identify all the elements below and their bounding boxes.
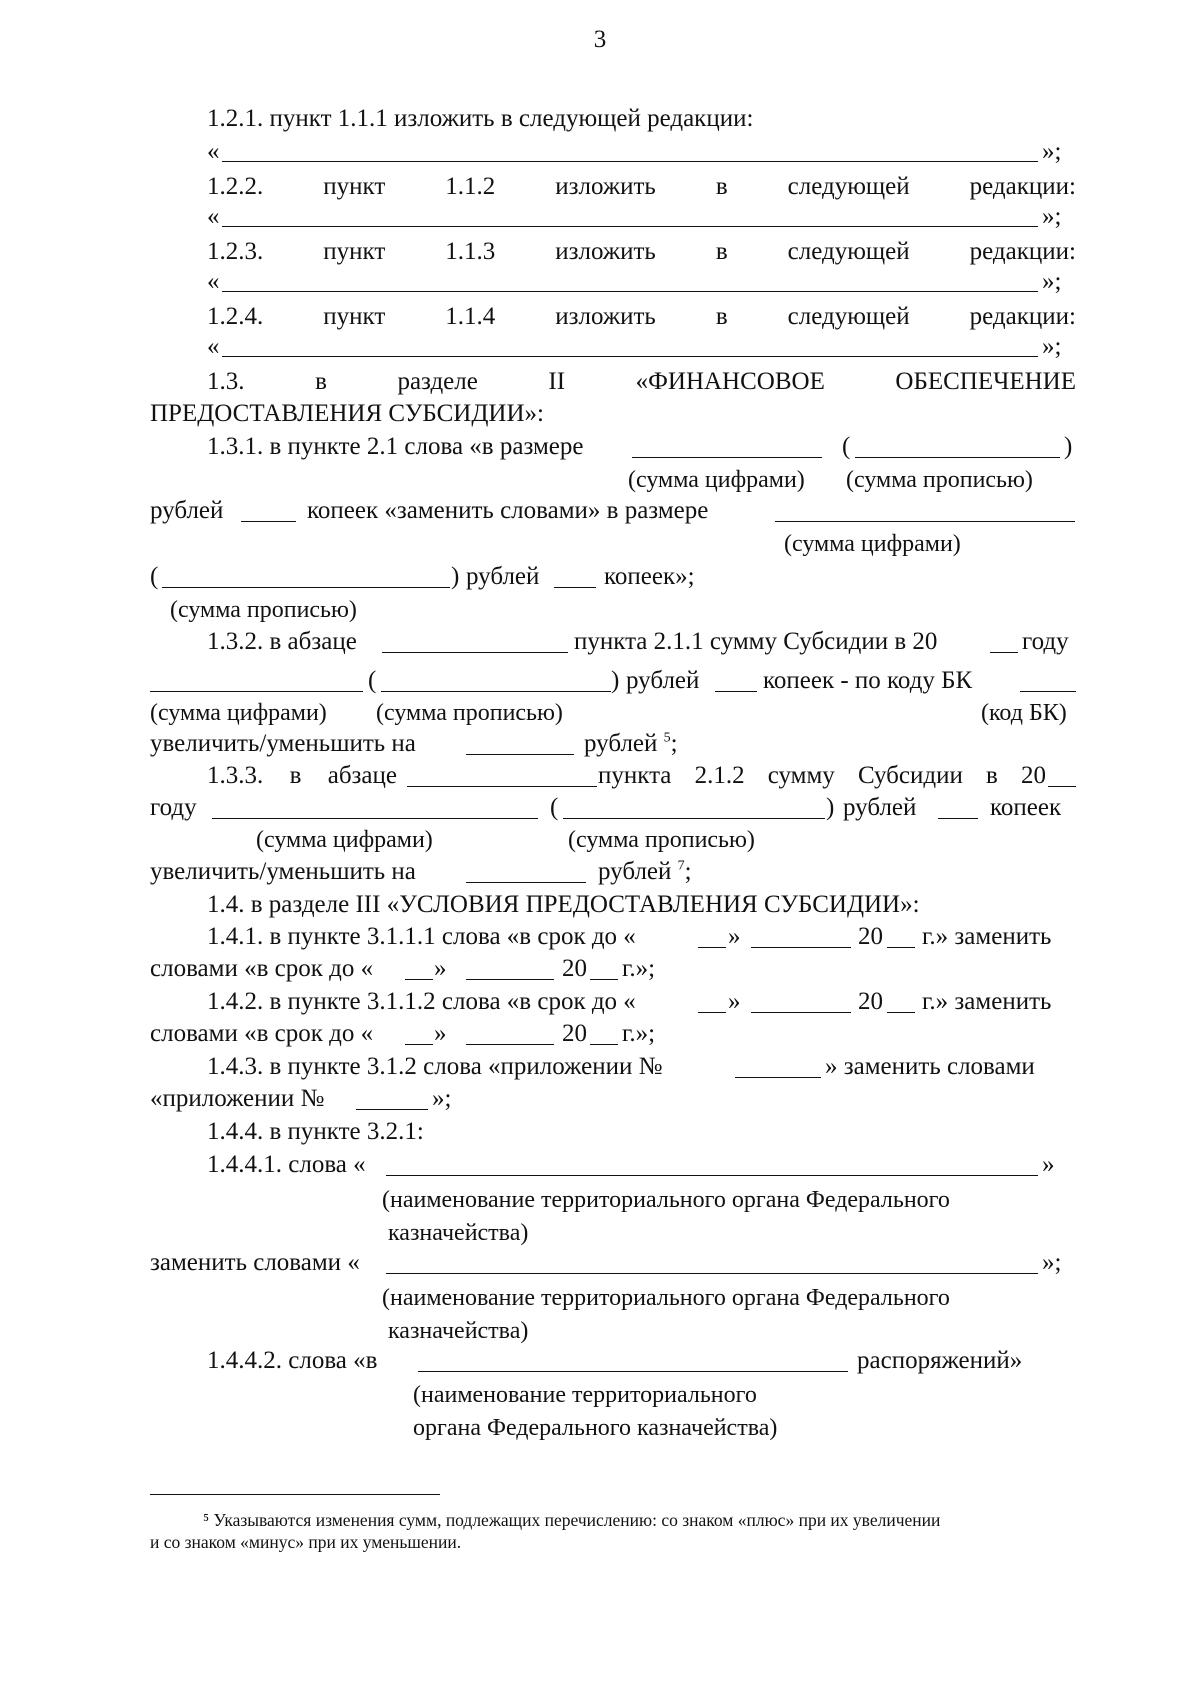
text-godu: году <box>1022 628 1069 655</box>
paren-close: ) <box>826 794 835 821</box>
paragraph-1-4-4-2: 1.4.4.2. слова «в <box>207 1347 378 1374</box>
text-g-end: г.»; <box>622 955 656 982</box>
blank-appendix-no <box>735 1077 821 1078</box>
caption-sum-digits: (сумма цифрами) <box>256 827 433 853</box>
quote-close: »; <box>1042 333 1062 360</box>
footnote-ref: 7 <box>677 858 685 874</box>
caption-sum-words: (сумма прописью) <box>846 467 1033 493</box>
text-godu: году <box>150 794 197 821</box>
blank-line <box>222 356 1038 357</box>
text-g-end: г.»; <box>622 1020 656 1047</box>
blank-month <box>466 979 554 980</box>
paragraph-1-3-2: 1.3.2. в абзаце <box>207 628 357 655</box>
footnote-text: ⁵ Указываются изменения сумм, подлежащих перечислению: со знаком «плюс» при их увеличении <box>203 1510 941 1530</box>
paren-open: ( <box>842 433 851 460</box>
text-slovami-srok: словами «в срок до « <box>150 955 374 982</box>
paren-open: ( <box>150 563 159 590</box>
caption-sum-words: (сумма прописью) <box>376 700 563 726</box>
paragraph-1-3: 1.3. в разделе II «ФИНАНСОВОЕ ОБЕСПЕЧЕНИЕ <box>207 368 1076 395</box>
blank-month <box>751 947 851 948</box>
blank-abzac <box>382 652 568 653</box>
paragraph-1-3-1: 1.3.1. в пункте 2.1 слова «в размере <box>207 433 584 460</box>
blank-amount <box>466 882 586 883</box>
paragraph-1-4-1: 1.4.1. в пункте 3.1.1.1 слова «в срок до « <box>207 923 636 950</box>
caption-organ: (наименование территориального органа Федерального <box>382 1187 950 1213</box>
text-rubley-fn: рублей $^5$; <box>584 730 678 757</box>
caption-organ: (наименование территориального органа Федерального <box>382 1285 950 1311</box>
paragraph-1-4-3: 1.4.3. в пункте 3.1.2 слова «приложении № <box>207 1053 663 1080</box>
quote-mid: » <box>728 923 741 950</box>
paren-close: ) <box>451 563 460 590</box>
caption-sum-digits: (сумма цифрами) <box>628 467 805 493</box>
paren-close: ) <box>611 667 620 694</box>
text-g-zamenit: г.» заменить <box>922 923 1052 950</box>
blank-kop <box>554 587 596 588</box>
blank-month <box>751 1012 851 1013</box>
blank-day <box>698 947 726 948</box>
quote-close: »; <box>1042 203 1062 230</box>
footnote-ref: 5 <box>663 730 671 746</box>
text-g-zamenit: г.» заменить <box>922 988 1052 1015</box>
text-rubley: рублей <box>150 497 224 524</box>
blank-sum-words <box>855 457 1060 458</box>
quote-open: « <box>207 138 220 165</box>
caption-organ-2: органа Федерального казначейства) <box>413 1415 778 1441</box>
text-punkt-2-1-1: пункта 2.1.1 сумму Субсидии в 20 <box>574 628 938 655</box>
caption-organ: (наименование территориального <box>413 1382 757 1408</box>
quote-close: »; <box>1042 138 1062 165</box>
blank-kop <box>715 691 757 692</box>
blank-line <box>222 226 1038 227</box>
quote-close: »; <box>432 1085 452 1112</box>
text-year-20: 20 <box>562 1020 587 1047</box>
caption-kod-bk: (код БК) <box>981 700 1067 726</box>
caption-sum-digits: (сумма цифрами) <box>150 700 327 726</box>
quote-close: »; <box>1042 268 1062 295</box>
paragraph-1-2-1: 1.2.1. пункт 1.1.1 изложить в следующей редакции: <box>207 105 754 132</box>
blank-year <box>1048 786 1076 787</box>
text-kopeek: копеек <box>990 794 1062 821</box>
page-number: 3 <box>593 26 607 53</box>
paragraph-1-3-line2: ПРЕДОСТАВЛЕНИЯ СУБСИДИИ»: <box>150 400 544 427</box>
blank-organ-name <box>386 1273 1038 1274</box>
blank-sum-words <box>563 818 825 819</box>
text-zamenit-slovami: заменить словами « <box>150 1249 360 1276</box>
blank-abzac <box>407 786 597 787</box>
paragraph-1-2-4: 1.2.4. пункт 1.1.4 изложить в следующей редакции: <box>207 303 1076 330</box>
text-kop-replace: копеек «заменить словами» в размере <box>307 497 709 524</box>
paragraph-1-2-2: 1.2.2. пункт 1.1.2 изложить в следующей редакции: <box>207 173 1076 200</box>
caption-sum-words: (сумма прописью) <box>568 827 755 853</box>
blank-year <box>887 947 915 948</box>
caption-organ-2: казначейства) <box>388 1220 529 1246</box>
footnote-separator <box>150 1494 440 1495</box>
blank-kop <box>241 521 296 522</box>
quote-close: »; <box>1042 1249 1062 1276</box>
quote-close: » <box>1042 1151 1055 1178</box>
quote-mid: » <box>728 988 741 1015</box>
caption-sum-words: (сумма прописью) <box>170 597 357 623</box>
paragraph-1-2-3: 1.2.3. пункт 1.1.3 изложить в следующей редакции: <box>207 238 1076 265</box>
paragraph-1-4: 1.4. в разделе III «УСЛОВИЯ ПРЕДОСТАВЛЕНИЯ СУБСИДИИ»: <box>207 891 920 918</box>
blank-organ-name <box>386 1175 1038 1176</box>
quote-open: « <box>207 268 220 295</box>
text-year-20: 20 <box>858 988 883 1015</box>
blank-amount <box>466 754 574 755</box>
text-rasporyazheniy: распоряжений» <box>857 1347 1023 1374</box>
paragraph-1-4-4: 1.4.4. в пункте 3.2.1: <box>207 1118 424 1145</box>
text-punkt-2-1-2: пункта 2.1.2 сумму Субсидии в 20 <box>598 762 1046 789</box>
blank-day <box>405 979 433 980</box>
blank-sum-digits <box>212 818 538 819</box>
text-prilozhenii: «приложении № <box>150 1085 325 1112</box>
paragraph-1-3-3: 1.3.3. в абзаце <box>207 762 397 789</box>
blank-year <box>590 1044 618 1045</box>
paren-open: ( <box>368 667 377 694</box>
text-rubley: рублей <box>843 794 917 821</box>
caption-sum-digits: (сумма цифрами) <box>784 531 961 557</box>
blank-line <box>222 291 1038 292</box>
text-rubley: рублей <box>626 667 700 694</box>
text-year-20: 20 <box>858 923 883 950</box>
text-rubley-fn: рублей $^7$; <box>598 858 692 885</box>
blank-sum-digits <box>150 691 363 692</box>
blank-kod-bk <box>1020 691 1076 692</box>
caption-organ-2: казначейства) <box>388 1318 529 1344</box>
blank-line <box>222 161 1038 162</box>
blank-organ-name <box>418 1371 848 1372</box>
blank-sum-digits <box>632 457 822 458</box>
blank-year <box>990 652 1018 653</box>
text-uvelichit: увеличить/уменьшить на <box>150 730 416 757</box>
quote-open: « <box>207 203 220 230</box>
blank-year <box>590 979 618 980</box>
quote-mid: » <box>434 955 447 982</box>
text-year-20: 20 <box>562 955 587 982</box>
blank-day <box>698 1012 726 1013</box>
blank-day <box>405 1044 433 1045</box>
blank-year <box>887 1012 915 1013</box>
text-kop-bk: копеек - по коду БК <box>763 667 973 694</box>
text-zamenit-slovami: » заменить словами <box>825 1053 1035 1080</box>
paren-open: ( <box>550 794 559 821</box>
text-slovami-srok: словами «в срок до « <box>150 1020 374 1047</box>
blank-sum-words <box>162 587 450 588</box>
paren-close: ) <box>1064 433 1073 460</box>
footnote-text-2: и со знаком «минус» при их уменьшении. <box>150 1532 462 1552</box>
paragraph-1-4-2: 1.4.2. в пункте 3.1.1.2 слова «в срок до « <box>207 988 636 1015</box>
blank-sum-digits <box>775 521 1075 522</box>
blank-kop <box>938 818 978 819</box>
blank-appendix-no <box>356 1109 428 1110</box>
text-uvelichit: увеличить/уменьшить на <box>150 858 416 885</box>
quote-mid: » <box>434 1020 447 1047</box>
quote-open: « <box>207 333 220 360</box>
paragraph-1-4-4-1: 1.4.4.1. слова « <box>207 1151 366 1178</box>
text-kopeek-end: копеек»; <box>604 563 695 590</box>
blank-sum-words <box>381 691 611 692</box>
text-rubley: рублей <box>466 563 540 590</box>
blank-month <box>466 1044 554 1045</box>
